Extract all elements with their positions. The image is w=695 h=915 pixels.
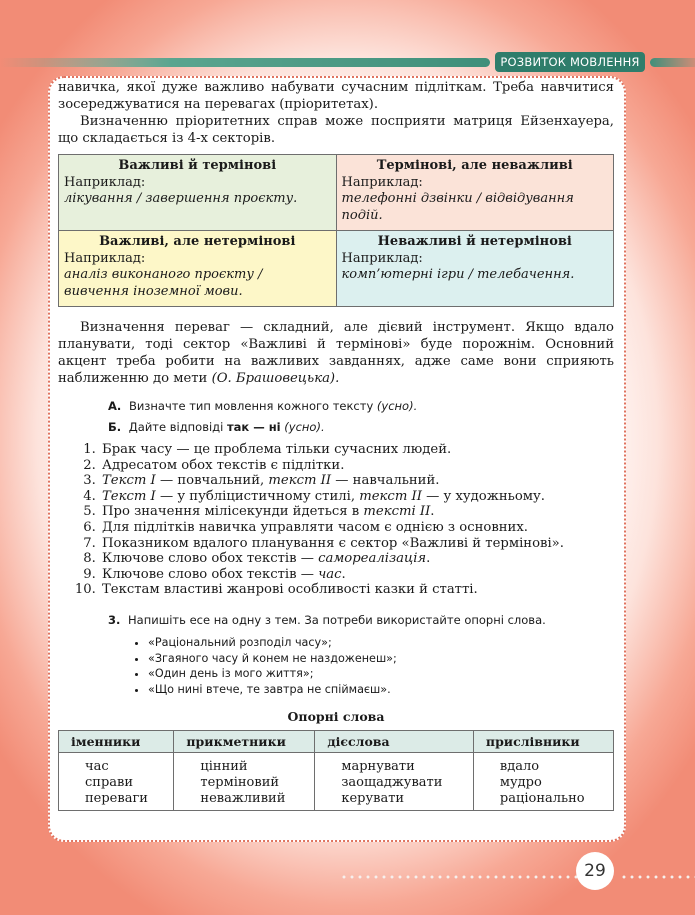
adjectives-cell: цінний терміновий неважливий <box>174 753 315 811</box>
conclusion-author: (О. Брашовецька). <box>211 371 340 386</box>
header-nouns: іменники <box>59 731 174 753</box>
list-item: 9. Ключове слово обох текстів — час. <box>100 567 614 583</box>
task-a-note: (усно). <box>376 399 418 413</box>
task-a-text: Визначте тип мовлення кожного тексту <box>128 399 374 413</box>
matrix-cell-title: Термінові, але неважливі <box>376 158 573 173</box>
list-item: 10. Текстам властиві жанрові особливості казки й статті. <box>100 582 614 598</box>
task-b-bold: так — ні <box>227 420 281 434</box>
matrix-cell-example: телефонні дзвінки / відвідування подій. <box>341 191 574 223</box>
task-a <box>108 398 614 415</box>
list-item: • «Що нині втече, те завтра не спіймаєш». <box>148 682 614 698</box>
table-row <box>59 753 614 811</box>
statements-list <box>58 442 614 598</box>
task-3-text: Напишіть есе на одну з тем. За потреби використайте опорні слова. <box>128 612 546 627</box>
page-content <box>58 79 614 811</box>
conclusion-paragraph <box>58 319 614 387</box>
table-header-row <box>59 731 614 753</box>
task-a-letter: А. <box>108 399 122 413</box>
header-adjectives: прикметники <box>174 731 315 753</box>
task-b <box>108 419 614 436</box>
page-number: 29 <box>576 852 614 890</box>
verbs-cell: марнувати заощаджувати керувати <box>315 753 474 811</box>
footer-dots-left <box>340 875 580 879</box>
matrix-cell-title: Важливі й термінові <box>118 158 277 173</box>
matrix-cell-title: Неважливі й нетермінові <box>377 234 572 249</box>
list-item: 6. Для підлітків навичка управляти часом є однією з основних. <box>100 520 614 536</box>
eisenhower-matrix <box>58 154 614 307</box>
section-label: РОЗВИТОК МОВЛЕННЯ <box>495 52 645 72</box>
task-b-letter: Б. <box>108 420 122 434</box>
list-item: 8. Ключове слово обох текстів — самореалізація. <box>100 551 614 567</box>
list-item: 3. Текст I — повчальний, текст II — навчальний. <box>100 473 614 489</box>
matrix-cell-important-urgent <box>59 155 337 231</box>
matrix-cell-example: комп’ютерні ігри / телебачення. <box>341 267 575 282</box>
list-item: 5. Про значення мілісекунди йдеться в тексті II. <box>100 504 614 520</box>
task-3 <box>108 612 614 629</box>
adverbs-cell: вдало мудро раціонально <box>473 753 613 811</box>
footer-dots-right <box>620 875 695 879</box>
intro-paragraph-1: навичка, якої дуже важливо набувати сучасним підліткам. Треба навчитися зосереджуватися на перевагах (пріоритетах). <box>58 80 614 112</box>
nouns-cell: час справи переваги <box>59 753 174 811</box>
matrix-cell-important-not-urgent <box>59 231 337 307</box>
task-3-number: 3. <box>108 612 121 627</box>
header-stripe-left <box>0 58 490 67</box>
list-item: • «Один день із мого життя»; <box>148 666 614 682</box>
matrix-cell-unimportant-not-urgent <box>336 231 614 307</box>
intro-paragraph-2: Визначенню пріоритетних справ може посприяти матриця Ейзенхауера, що складається із 4-х секторів. <box>58 114 614 146</box>
essay-themes-list <box>58 635 614 697</box>
matrix-cell-label: Наприклад: <box>341 250 423 266</box>
matrix-cell-label: Наприклад: <box>64 250 146 266</box>
list-item: • «Згаяного часу й конем не наздоженеш»; <box>148 651 614 667</box>
list-item: 1. Брак часу — це проблема тільки сучасних людей. <box>100 442 614 458</box>
list-item: 7. Показником вдалого планування є сектор «Важливі й термінові». <box>100 536 614 552</box>
support-words-table <box>58 730 614 811</box>
list-item: • «Раціональний розподіл часу»; <box>148 635 614 651</box>
matrix-cell-example: лікування / завершення проєкту. <box>64 191 298 206</box>
matrix-cell-label: Наприклад: <box>341 174 423 190</box>
list-item: 4. Текст I — у публіцистичному стилі, текст II — у художньому. <box>100 489 614 505</box>
matrix-cell-title: Важливі, але нетермінові <box>99 234 296 249</box>
list-item: 2. Адресатом обох текстів є підлітки. <box>100 458 614 474</box>
header-verbs: дієслова <box>315 731 474 753</box>
task-b-text: Дайте відповіді <box>128 420 224 434</box>
task-b-note: (усно). <box>284 420 325 434</box>
matrix-cell-label: Наприклад: <box>64 174 146 190</box>
header-stripe-right <box>650 58 695 67</box>
matrix-cell-example: аналіз виконаного проєкту / вивчення іноземної мови. <box>64 267 263 299</box>
conclusion-text: Визначення переваг — складний, але дієвий інструмент. Якщо вдало планувати, тоді сектор «Важливі й термінові» буде порожнім. Основний акцент треба робити на важливих завданнях, адже саме вони сприяють наближенню до мети <box>58 320 614 386</box>
matrix-cell-urgent-unimportant <box>336 155 614 231</box>
header-adverbs: прислівники <box>473 731 613 753</box>
support-words-title: Опорні слова <box>287 709 385 725</box>
